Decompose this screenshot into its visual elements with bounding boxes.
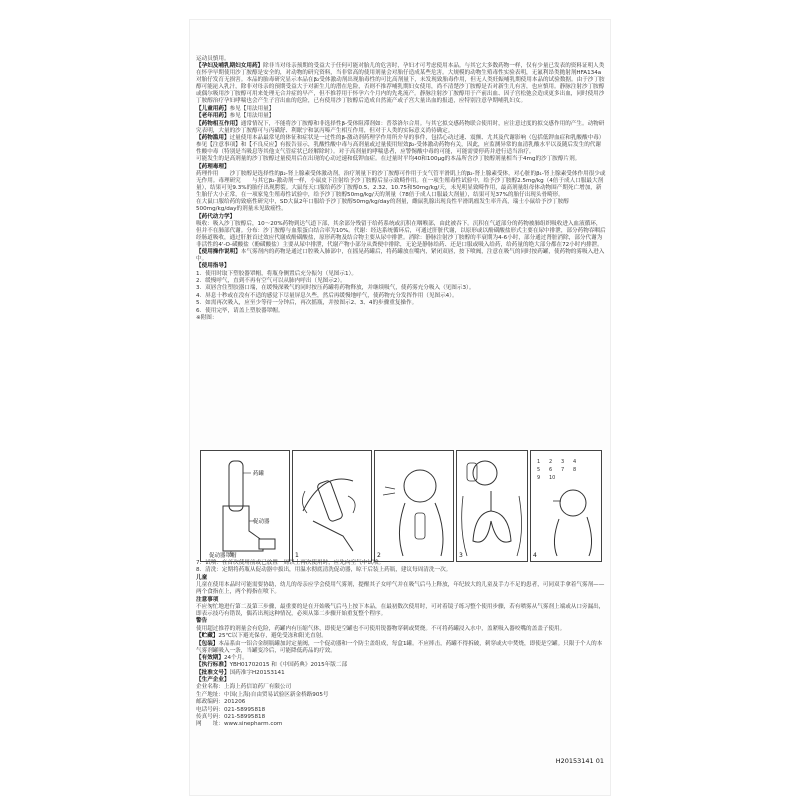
notes-text: 不应匆忙地进行第二及第三步骤，最重要的是在开始吸气后马上按下本品，在最初数次使用时，可对着镜子练习整个使用步骤，若有喷雾从气雾剂上端或从口旁漏出，即表示技巧有错误，偶若出现这种情况，必须从第二步骤开始重复整个程序。 [196,603,605,617]
section-abuse [196,135,606,156]
section-text: 药理作用 沙丁胺醇是选择性的β₂-肾上腺素受体激动剂，治疗剂量下的沙丁胺醇可作用于支气管平滑肌上的β₂-肾上腺素受体，对心脏的β₁-肾上腺素受体作用很少或无作用。毒理研究 与其它β₂-激动剂一样，小鼠皮下注射给予沙丁胺醇后显示致畸作用。在一项生殖毒性试验中，给予沙丁胺醇2.5mg/kg（4倍于成人口服最大剂量），结果可见9.3%的胎仔出现腭裂。大鼠每天口服给药沙丁胺醇0.5、2.32、10.75和50mg/kg/天，未见明显致畸作用，最高剂量组母体动物围产期死亡增加，新生胎仔大小正常，在一项家兔生殖毒性试验中，给予沙丁胺醇50mg/kg/天的剂量（78倍于成人口服最大剂量），结果可见37%的胎仔出现头骨畸形。 [196,170,606,198]
maker-row [196,699,606,706]
maker-key: 生产地址： [196,691,224,698]
figure-4-inhale [456,450,528,562]
notes-heading: 注意事项 [196,596,219,603]
figure-2-shake [292,450,372,562]
steps-heading: 【使用指导】 [196,263,230,270]
insert-body-upper [196,56,606,322]
maker-value: www.sinepharm.com [223,721,283,728]
section-text: 24个月。 [223,654,248,661]
section-text: 国药准字H20153141 [229,669,285,676]
step-4: 4．屏息十秒或在没有不适的感觉下尽量屏息久些，然后再缓慢地呼气，使药物充分发挥作用（见图示4）。 [196,292,458,299]
svg-text:1: 1 [537,459,541,465]
maker-key: 电话号码： [196,706,224,713]
section-text: 参见【用法用量】 [229,113,275,120]
section-pregnancy [196,63,606,105]
document-code: H20153141 01 [555,757,604,765]
section-text: 除非当对母亲预期的受益大于任何可能对胎儿的危害时，孕妇才可考虑使用本品。与其它大多数药物一样，仅有少量已发表的资料证明人类在怀孕早期使用沙丁胺醇是安全的，对动物的研究资料，当非常高的使用剂量会对胎仔造成某些危害。大规模的动物生殖毒性实验表明，无氟利昂类抛射剂HFA134a对胎仔发育无损害。本品的胎毒研究显示本品在β₂受体激动剂出现胎毒性的可比高剂量下，未发现致胎毒作用，但无人类妊娠哺乳期使用本品的试验数据。由于沙丁胺醇可能泌入乳汁，除非对母亲的预期受益大于对新生儿的潜在危险，否则不推荐哺乳期妇女使用，尚不清楚沙丁胺醇是否对新生儿有害，也应慎用。静脉注射沙丁胺醇或偶尔吸用沙丁胺醇可用来处理无合并症的早产，但不推荐用于怀孕六个月内的先兆流产。静脉注射沙丁胺醇用于产前出血、因子宫松弛会造成更多出血，同时使用沙丁胺醇治疗孕妇哮喘也会产生子宫出血的危险，已有使用沙丁胺醇后造成自然流产或子宫大量出血的报道，应特别注意孕期哺乳妇女。 [196,63,605,105]
warning-text: 使用超过推荐的剂量会有危险，药罐内有压缩气体，即使是空罐也不可使用锐器物穿刺或焚烧。不可将药罐浸入水中，盖紧吸入器咬嘴的盖盖子使用。 [196,625,566,632]
section-elderly [196,113,606,120]
section-pharmacokinetics [196,214,606,249]
insert-body-lower [196,560,606,729]
intro-line: 运动员慎用。 [196,56,230,62]
svg-text:8: 8 [573,467,577,473]
figure-number: 4 [533,552,537,559]
section-text: 过量使用本品最常见的体征和症状是一过性的β-激动剂药理学作用所介导的事件，包括心动过速、震颤、尤其及代谢影响（包括低钾血症和乳酸酸中毒）参见【注意事项】和【不良反应】有报告显示，乳酸性酸中毒与高剂量或过量使用短效β₂-受体激动药物有关，因此，应监测异常的血清乳酸水平以及随后发生的代谢性酸中毒（特别是当吸息等其他支气管症状已经解除时）。对于高剂量的哮喘患者，应警惕酸中毒的可能，可能需要停药并进行适当治疗。 [196,134,605,155]
maker-key: 网 址： [196,721,224,728]
section-package [196,641,606,655]
step-3: 3．双唇含住塑胶器口端，在缓慢深吸气的同时按压药罐将药物释放，并继续吸气，使药雾充分吸入（见图示3）。 [196,285,475,292]
section-heading: 【孕妇及哺乳期妇女用药】 [196,63,264,70]
section-heading: 【批准文号】 [196,669,230,676]
maker-value: 中国(上海)自由贸易试验区新金桥路905号 [223,691,329,698]
shake-hand-icon [293,451,371,561]
figure-number: 3 [459,552,463,559]
maker-key: 邮政编码： [196,699,224,706]
step-2: 2．缓慢呼气，直到不再有空气可以从肺内呼出（见图示2）。 [196,278,346,285]
maker-row [196,692,606,699]
section-heading: 【执行标准】 [196,662,230,669]
svg-text:3: 3 [561,459,565,465]
carcinogenicity-text: 在大鼠口服给药的致癌性研究中，SD大鼠2年口服给予沙丁胺醇50mg/kg/day的剂量，雌鼠乳腺出现良性平滑肌瘤发生率升高，瑞士小鼠给予沙丁胺醇500mg/kg/day的剂量未见致癌性。 [196,199,569,213]
figure-1-inhaler-parts [200,450,290,562]
section-text: 本气雾剂内的药物是通过口腔吸入肺部中，在摇晃药罐后，将药罐放在嘴内，紧闭双唇，按下喷阀，注意在吸气的同时按药罐，使药物的雾吸入进入中。 [196,248,605,262]
section-children [196,106,606,113]
usage-figures [200,450,600,560]
hold-breath-face-icon [531,451,601,561]
maker-key: 传真号码： [196,714,224,721]
figure-number: 2 [377,552,381,559]
figure-caption: ※附图： [196,315,218,322]
exhale-face-icon [375,451,453,561]
section-heading: 【药理毒理】 [196,163,230,170]
maker-key: 企业名称： [196,684,224,691]
section-usage [196,249,606,263]
svg-text:6: 6 [549,467,553,473]
step-1: 1．使用时取下塑胶器罩帽，将瓶身侧置后充分振匀（见图示1）。 [196,270,357,277]
section-text: 吸收：吸入沙丁胺醇后，10～20%药物到达气道下部，其余部分残留于给药系统或沉积在咽喉部，由此被吞下。沉积在气道部分的药物被肺组织吸收进入血液循环，但并不在肺部代谢。分布：沙丁胺醇与血浆蛋白结合率为10%。代谢：经达系统循环后，可通过肝脏代谢，以原形或以酚磺酸盐形式主要在尿中排泄，部分药物吞咽后经肠道吸收，通过肝脏首过效应代谢成酚磺酸盐，原形药物及结合物主要从尿中排泄。消除：静脉注射沙丁胺醇的半衰期为4-6小时，部分通过肾脏消除，部分代谢为非活性的4'-O-磺酸盐（酚磺酸盐）主要从尿中排泄，代谢产物小部分从粪便中排除，无论是静脉给药、还是口服或吸入给药，给药量的绝大部分都在72小时内排泄。 [196,220,606,248]
section-text: 本品系由一铝合金制瓶罐加封定量阀，一个促动器和一个防尘盖组成，每盒1罐。不应摔击，药罐不得拆破，刺穿或火中焚烧，即使是空罐。只限于个人的本气雾剂罐吸入一条，当罐变冷后，可能降低药品的疗效。 [196,640,603,654]
inhaler-diagram-icon [201,451,289,561]
section-storage [196,633,606,640]
label-actuator: 促动器 [253,519,270,525]
step-7: 7．试喷：在首次使用前或已放置一周以上再次使用时，应先向空气中试喷。 [196,560,385,566]
children-note: 儿童在使用本品时可能需要协助，幼儿的母亲应学会使用气雾剂，提醒其子女呼气并在吸气后马上释放，年纪较大的儿童及手力不足的患者，可同双手拿着气雾剂——两个食指在上，两个拇指在喷下。 [196,582,605,596]
svg-text:2: 2 [549,459,553,465]
section-standard [196,662,606,669]
section-heading: 【儿童用药】 [196,105,230,112]
section-text: 25℃以下避光保存，避免受冻和阳光直射。 [218,633,327,640]
section-heading: 【有效期】 [196,654,224,661]
label-cap: 促动器罩帽 [209,553,237,559]
section-heading: 【药代动力学】 [196,213,236,220]
section-heading: 【药物相互作用】 [196,120,241,127]
section-text: YBH01702015 和《中国药典》2015年版二部 [229,662,348,669]
figure-5-hold-breath [530,450,602,562]
label-can: 药罐 [253,471,265,477]
svg-text:7: 7 [561,467,565,473]
step-5: 5．如需再次吸入，应至少等待一分钟后，再次摇瓶，并按图示2、3、4的步骤重复操作。 [196,300,418,307]
section-validity [196,655,606,662]
package-insert-sheet [190,20,610,795]
maker-value: 021-58995818 [223,706,266,713]
section-heading: 【老年用药】 [196,113,230,120]
maker-row [196,714,606,721]
figure-number: 1 [295,552,299,559]
svg-text:5: 5 [537,467,541,473]
figure-3-exhale [374,450,454,562]
maker-row [196,721,606,728]
step-8: 8．清洗：定期将药瓶从促动器中拔出，用温水彻底清洗促动器，晾干后装上药瓶，建议每周清洗一次。 [196,567,452,574]
maker-heading: 【生产企业】 [196,677,230,684]
maker-value: 201206 [223,699,246,706]
lungs-icon [457,451,527,561]
children-note-heading: 儿童 [196,574,208,581]
svg-text:10: 10 [549,475,556,481]
step-6: 6．使用完毕，请盖上塑胶器罩帽。 [196,307,284,314]
maker-row [196,707,606,714]
section-approval [196,670,606,677]
section-pharmacology [196,164,606,199]
section-text: 通常情况下，不能将沙丁胺醇和非选择性β-受体阻滞剂如：普萘洛尔合用。与其它拟交感药物联合使用时，应注意过度的拟交感作用的产生。动物研究表明，大量的沙丁胺醇可与丙磺舒、利眠宁和氯丙嗪产生相互作用，但对于人类的实际意义尚待确定。 [196,120,605,134]
svg-text:9: 9 [537,475,541,481]
section-heading: 【药物滥用】 [196,134,230,141]
overdose-text: 可能发生的是高剂量的沙丁胺醇过量使用后在出现的心动过速和低钾血症。在过量时平均40和100μg的本品所含沙丁胺醇剂量相当于4mg的沙丁胺醇片剂。 [196,156,581,163]
section-heading: 【贮藏】 [196,633,219,640]
maker-value: 上海上药信谊药厂有限公司 [223,684,292,691]
maker-value: 021-58995818 [223,714,266,721]
svg-text:4: 4 [573,459,577,465]
section-text: 参见【用法用量】 [229,105,275,112]
section-heading: 【包装】 [196,640,219,647]
section-heading: 【使用操作说明】 [196,248,241,255]
maker-row [196,684,606,691]
section-interaction [196,121,606,135]
warning-heading: 警告 [196,618,208,625]
